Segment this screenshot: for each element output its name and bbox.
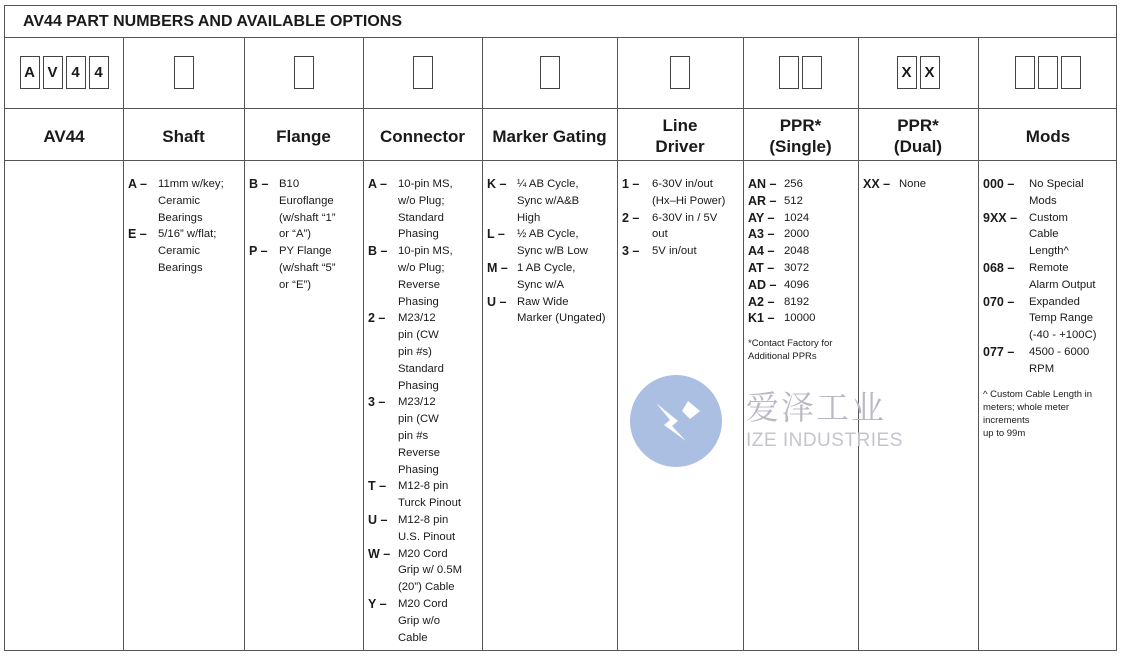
code-boxes bbox=[617, 56, 743, 89]
option-description: 2048 bbox=[784, 245, 810, 258]
watermark-en-text: IZE INDUSTRIES bbox=[746, 430, 903, 451]
option-description: M12-8 pin U.S. Pinout bbox=[398, 513, 456, 543]
option-list bbox=[249, 176, 361, 294]
option-description: 8192 bbox=[784, 295, 810, 308]
option-item bbox=[748, 193, 856, 210]
option-list bbox=[487, 176, 615, 327]
option-item bbox=[487, 260, 615, 294]
option-code: E – bbox=[128, 227, 147, 242]
option-item bbox=[249, 243, 361, 293]
option-code: 2 – bbox=[368, 311, 386, 326]
code-box: V bbox=[43, 56, 63, 89]
column-header: PPR* (Single) bbox=[769, 116, 832, 156]
option-description: ½ AB Cycle, Sync w/B Low bbox=[517, 228, 588, 258]
option-description: ¼ AB Cycle, Sync w/A&B High bbox=[517, 178, 580, 224]
option-code: XX – bbox=[863, 177, 891, 191]
option-item bbox=[748, 310, 856, 327]
column-header: Shaft bbox=[162, 126, 205, 146]
option-item bbox=[368, 546, 480, 596]
option-code: AY – bbox=[748, 210, 775, 225]
option-item bbox=[748, 243, 856, 260]
option-column bbox=[978, 38, 1118, 650]
option-code: B – bbox=[249, 177, 269, 191]
option-description: 512 bbox=[784, 194, 803, 207]
option-item bbox=[487, 226, 615, 260]
option-description: None bbox=[899, 178, 927, 190]
option-item bbox=[487, 176, 615, 226]
code-box bbox=[413, 56, 433, 89]
option-code: K – bbox=[487, 177, 507, 191]
option-item bbox=[983, 344, 1116, 378]
option-code: AT – bbox=[748, 260, 775, 275]
option-code: 1 – bbox=[622, 177, 640, 191]
option-column bbox=[617, 38, 743, 650]
option-column bbox=[363, 38, 482, 650]
option-code: 9XX – bbox=[983, 210, 1018, 225]
option-description: M23/12 pin (CW pin #s) Standard Phasing bbox=[398, 312, 444, 392]
option-description: 1024 bbox=[784, 211, 810, 224]
option-code: 068 – bbox=[983, 260, 1015, 275]
option-description: Expanded Temp Range (-40 - +100C) bbox=[1029, 295, 1097, 342]
column-header: PPR* (Dual) bbox=[893, 116, 943, 156]
option-description: 4096 bbox=[784, 278, 810, 291]
code-boxes bbox=[5, 56, 123, 89]
option-item bbox=[748, 226, 856, 243]
option-item bbox=[983, 210, 1116, 260]
option-description: 3072 bbox=[784, 261, 810, 274]
option-code: AD – bbox=[748, 277, 777, 292]
option-description: No Special Mods bbox=[1029, 178, 1084, 207]
code-box bbox=[1015, 56, 1035, 89]
option-column bbox=[244, 38, 363, 650]
option-code: A – bbox=[128, 177, 147, 191]
option-code: Y – bbox=[368, 596, 387, 611]
option-code: 3 – bbox=[622, 244, 640, 259]
code-boxes bbox=[363, 56, 482, 89]
option-code: B – bbox=[368, 244, 388, 259]
option-item bbox=[128, 226, 242, 276]
option-code: A3 – bbox=[748, 227, 775, 242]
code-box: X bbox=[897, 56, 917, 89]
code-boxes bbox=[482, 56, 617, 89]
column-header: Mods bbox=[1025, 126, 1071, 146]
option-code: 070 – bbox=[983, 294, 1015, 309]
option-list bbox=[983, 176, 1116, 440]
option-code: U – bbox=[487, 294, 507, 309]
option-description: M20 Cord Grip w/o Cable bbox=[398, 597, 448, 644]
option-item bbox=[622, 176, 741, 210]
option-description: 6-30V in/out (Hx–Hi Power) bbox=[652, 178, 726, 207]
option-description: 2000 bbox=[784, 228, 810, 241]
column-header: Marker Gating bbox=[492, 126, 607, 146]
code-box bbox=[802, 56, 822, 89]
option-item bbox=[983, 260, 1116, 294]
option-description: 10-pin MS, w/o Plug; Reverse Phasing bbox=[398, 245, 453, 308]
option-item bbox=[128, 176, 242, 226]
code-box bbox=[779, 56, 799, 89]
code-box: X bbox=[920, 56, 940, 89]
code-boxes bbox=[743, 56, 858, 89]
option-item bbox=[748, 277, 856, 294]
code-box: A bbox=[20, 56, 40, 89]
option-code: P – bbox=[249, 244, 268, 259]
option-code: 077 – bbox=[983, 344, 1015, 359]
code-box bbox=[1038, 56, 1058, 89]
option-item bbox=[368, 596, 480, 646]
code-boxes bbox=[123, 56, 244, 89]
watermark-cn-text: 爱泽工业 bbox=[746, 388, 886, 427]
code-box bbox=[540, 56, 560, 89]
option-item bbox=[368, 512, 480, 546]
code-boxes bbox=[858, 56, 978, 89]
option-code: K1 – bbox=[748, 311, 775, 326]
column-header: Flange bbox=[276, 126, 331, 146]
option-item bbox=[368, 176, 480, 243]
option-description: 5V in/out bbox=[652, 245, 697, 258]
option-code: W – bbox=[368, 546, 391, 561]
option-item bbox=[748, 260, 856, 277]
option-column bbox=[123, 38, 244, 650]
option-code: A4 – bbox=[748, 244, 775, 259]
option-item bbox=[748, 294, 856, 311]
option-item bbox=[368, 478, 480, 512]
option-list bbox=[128, 176, 242, 277]
option-column bbox=[743, 38, 858, 650]
column-header: Connector bbox=[380, 126, 465, 146]
option-code: A2 – bbox=[748, 294, 775, 309]
option-description: PY Flange (w/shaft “5” or “E”) bbox=[279, 245, 336, 291]
code-box bbox=[294, 56, 314, 89]
option-description: M23/12 pin (CW pin #s Reverse Phasing bbox=[398, 396, 441, 476]
option-item bbox=[983, 176, 1116, 210]
part-number-table bbox=[4, 5, 1117, 651]
option-code: 2 – bbox=[622, 210, 640, 225]
option-column bbox=[5, 38, 123, 650]
column-header: Line Driver bbox=[655, 116, 705, 156]
option-description: Remote Alarm Output bbox=[1029, 261, 1096, 291]
option-description: 10-pin MS, w/o Plug; Standard Phasing bbox=[398, 178, 453, 241]
option-list bbox=[863, 176, 976, 193]
option-code: AN – bbox=[748, 177, 777, 191]
code-box: 4 bbox=[66, 56, 86, 89]
option-column bbox=[482, 38, 617, 650]
code-boxes bbox=[978, 56, 1118, 89]
option-description: 4500 - 6000 RPM bbox=[1029, 345, 1090, 375]
option-item bbox=[622, 243, 741, 260]
option-code: U – bbox=[368, 512, 388, 527]
code-boxes bbox=[244, 56, 363, 89]
option-code: L – bbox=[487, 227, 505, 242]
option-description: Custom Cable Length^ bbox=[1029, 211, 1069, 258]
table-title: AV44 PART NUMBERS AND AVAILABLE OPTIONS bbox=[5, 6, 1116, 38]
option-item bbox=[863, 176, 976, 193]
option-list bbox=[748, 176, 856, 363]
option-description: M12-8 pin Turck Pinout bbox=[398, 480, 461, 510]
option-item bbox=[368, 394, 480, 478]
code-box bbox=[1061, 56, 1081, 89]
option-description: 5/16” w/flat; Ceramic Bearings bbox=[158, 228, 217, 274]
option-item bbox=[748, 176, 856, 193]
option-description: 6-30V in / 5V out bbox=[652, 211, 718, 241]
option-description: 11mm w/key; Ceramic Bearings bbox=[158, 178, 224, 224]
code-box: 4 bbox=[89, 56, 109, 89]
footnote: *Contact Factory for Additional PPRs bbox=[748, 338, 833, 363]
option-code: 000 – bbox=[983, 177, 1015, 191]
option-description: Raw Wide Marker (Ungated) bbox=[517, 295, 606, 325]
option-code: A – bbox=[368, 177, 387, 191]
option-item bbox=[249, 176, 361, 243]
option-item bbox=[368, 243, 480, 310]
option-item bbox=[748, 210, 856, 227]
option-description: B10 Euroflange (w/shaft “1” or “A”) bbox=[279, 178, 336, 241]
option-description: 10000 bbox=[784, 312, 816, 325]
option-description: 256 bbox=[784, 178, 803, 190]
option-list bbox=[368, 176, 480, 646]
option-description: 1 AB Cycle, Sync w/A bbox=[517, 261, 576, 291]
option-list bbox=[622, 176, 741, 260]
footnote: ^ Custom Cable Length in meters; whole meter increments up to 99m bbox=[983, 388, 1093, 439]
option-code: AR – bbox=[748, 193, 777, 208]
option-item bbox=[368, 310, 480, 394]
code-box bbox=[174, 56, 194, 89]
option-column bbox=[858, 38, 978, 650]
option-code: T – bbox=[368, 479, 387, 494]
option-item bbox=[622, 210, 741, 244]
code-box bbox=[670, 56, 690, 89]
column-header: AV44 bbox=[43, 126, 85, 146]
option-code: 3 – bbox=[368, 395, 386, 410]
option-item bbox=[487, 294, 615, 328]
option-item bbox=[983, 294, 1116, 344]
option-code: M – bbox=[487, 260, 508, 275]
option-description: M20 Cord Grip w/ 0.5M (20”) Cable bbox=[398, 547, 463, 594]
